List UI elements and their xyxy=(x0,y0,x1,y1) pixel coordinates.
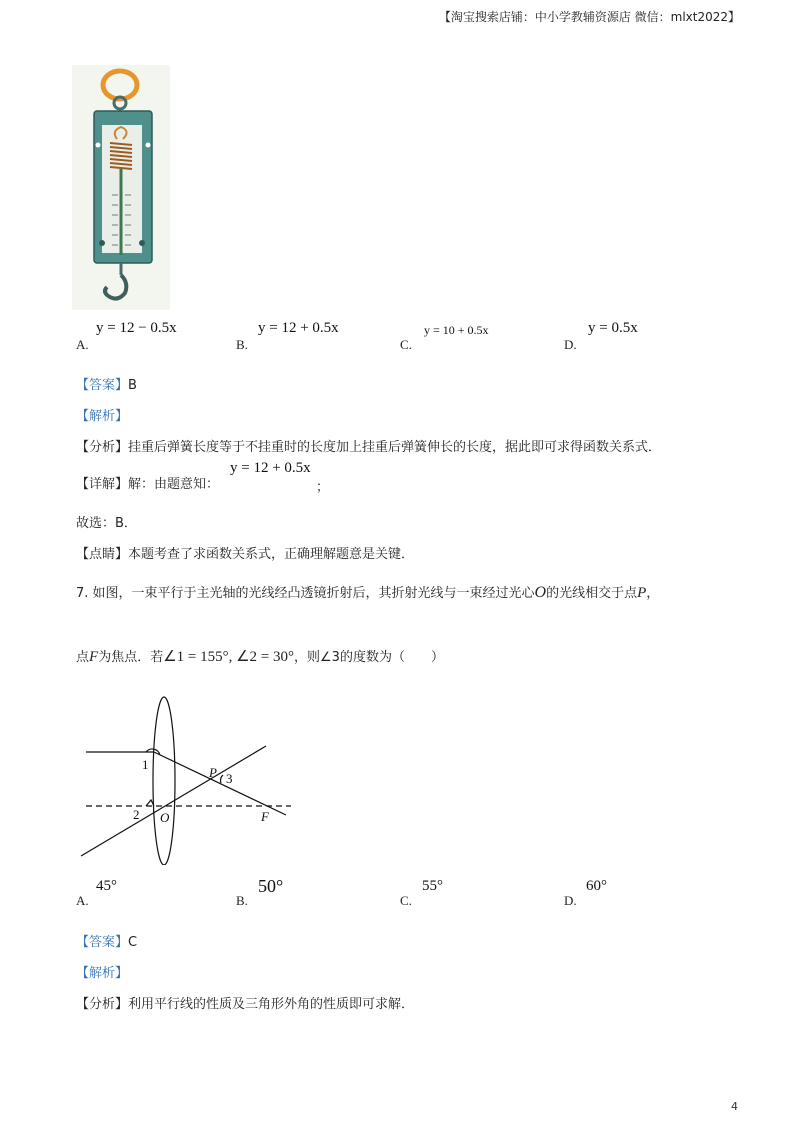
q7-stem-line2 xyxy=(76,646,444,666)
answer-value: C xyxy=(128,935,138,950)
comment-text: 本题考查了求函数关系式，正确理解题意是关键． xyxy=(128,547,415,562)
q6-option-b-formula: y = 12 + 0.5x xyxy=(258,320,339,336)
option-label: B. xyxy=(236,337,248,352)
label-f: F xyxy=(261,809,269,824)
fenxi-text: 挂重后弹簧长度等于不挂重时的长度加上挂重后弹簧伸长的长度，据此即可求得函数关系式． xyxy=(128,440,662,455)
detail-tag: 【详解】 xyxy=(76,477,129,492)
q6-detail-end: ； xyxy=(316,480,330,495)
q7-answer-line xyxy=(76,931,137,950)
stem-text: ， xyxy=(646,586,660,601)
q7-option-c-value: 55° xyxy=(422,878,443,894)
stem-text: ，则∠3的度数为（ ） xyxy=(294,650,444,665)
q7-option-d-value: 60° xyxy=(586,878,607,894)
q6-choose: 故选：B． xyxy=(76,516,137,531)
answer-tag: 【答案】 xyxy=(76,935,129,950)
stem-text: 7. 如图，一束平行于主光轴的光线经凸透镜折射后，其折射光线与一束经过光心 xyxy=(76,586,535,601)
detail-text: 解：由题意知： xyxy=(128,477,220,492)
label-3: 3 xyxy=(226,771,233,786)
q6-detail-line xyxy=(76,473,219,492)
ray-through-center xyxy=(81,746,266,856)
q6-option-d xyxy=(564,337,577,353)
q7-option-b-value: 50° xyxy=(258,876,284,896)
comment-tag: 【点睛】 xyxy=(76,547,129,562)
given-angles: ∠1 = 155°, ∠2 = 30° xyxy=(163,649,295,665)
analysis-tag: 【解析】 xyxy=(76,409,129,424)
fenxi-text: 利用平行线的性质及三角形外角的性质即可求解． xyxy=(128,997,415,1012)
q6-answer-line xyxy=(76,374,137,393)
analysis-tag: 【解析】 xyxy=(76,966,129,981)
q7-option-d xyxy=(564,893,577,909)
option-label: A. xyxy=(76,337,89,352)
point-f: F xyxy=(89,649,99,665)
q6-comment-line xyxy=(76,543,414,562)
page-number: 4 xyxy=(731,1100,738,1113)
q6-option-b xyxy=(236,337,248,353)
q6-analysis-tag xyxy=(76,405,128,424)
q6-detail-formula: y = 12 + 0.5x xyxy=(230,460,311,476)
q6-fenxi-line xyxy=(76,436,661,455)
q6-option-a xyxy=(76,337,89,353)
spring-scale-image xyxy=(72,65,170,310)
label-1: 1 xyxy=(142,757,149,772)
fenxi-tag: 【分析】 xyxy=(76,997,129,1012)
option-label: A. xyxy=(76,893,89,908)
option-label: D. xyxy=(564,337,577,352)
stem-text: 点 xyxy=(76,650,90,665)
q7-option-c xyxy=(400,893,412,909)
q6-option-c-formula: y = 10 + 0.5x xyxy=(424,323,489,337)
q6-option-a-formula: y = 12 − 0.5x xyxy=(96,320,177,336)
label-2: 2 xyxy=(133,807,140,822)
answer-value: B xyxy=(128,378,137,393)
q7-fenxi-line xyxy=(76,993,414,1012)
point-o: O xyxy=(534,584,547,601)
q7-option-a-value: 45° xyxy=(96,878,117,894)
stem-text: 的光线相交于点 xyxy=(546,586,638,601)
label-p: P xyxy=(209,765,217,780)
q6-option-c xyxy=(400,337,412,353)
angle-3-arc xyxy=(220,775,223,783)
option-label: C. xyxy=(400,893,412,908)
q7-option-a xyxy=(76,893,89,909)
q7-analysis-tag xyxy=(76,962,128,981)
q7-stem-line1 xyxy=(76,582,659,602)
label-o: O xyxy=(160,810,170,825)
convex-lens xyxy=(153,697,175,865)
stem-text: 为焦点．若 xyxy=(98,650,164,665)
option-label: C. xyxy=(400,337,412,352)
answer-tag: 【答案】 xyxy=(76,378,129,393)
point-p: P xyxy=(637,585,647,601)
option-label: B. xyxy=(236,893,248,908)
option-label: D. xyxy=(564,893,577,908)
fenxi-tag: 【分析】 xyxy=(76,440,129,455)
page-header: 【淘宝搜索店铺：中小学教辅资源店 微信：mlxt2022】 xyxy=(438,10,740,24)
lens-diagram xyxy=(76,695,306,865)
q6-option-d-formula: y = 0.5x xyxy=(588,320,638,336)
q7-option-b xyxy=(236,893,248,909)
